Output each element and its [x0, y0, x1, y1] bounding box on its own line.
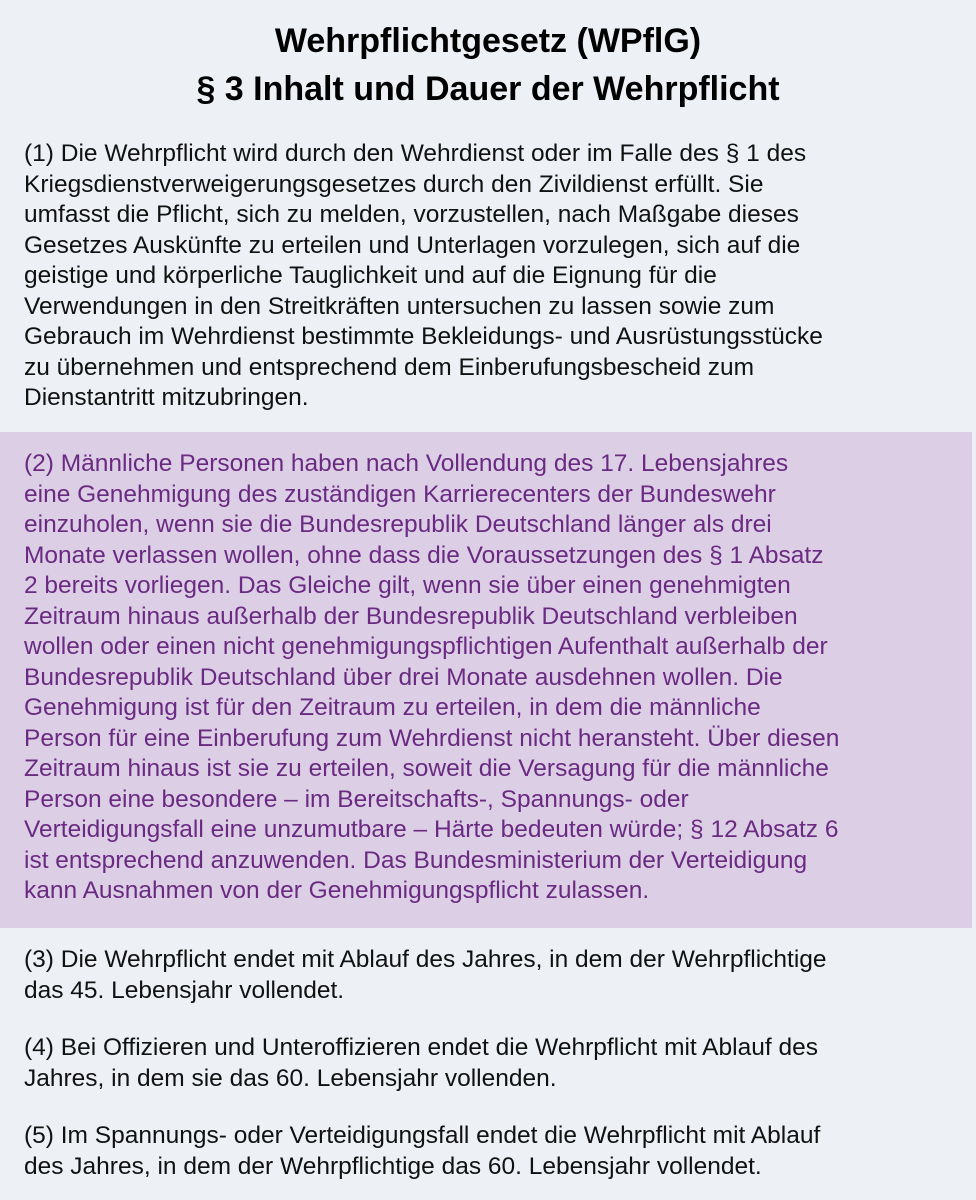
- paragraph-3: [0, 945, 976, 1006]
- paragraph-line: wollen oder einen nicht genehmigungspflichtigen Aufenthalt außerhalb der: [24, 633, 828, 660]
- paragraph-line: kann Ausnahmen von der Genehmigungspflicht zulassen.: [24, 877, 650, 904]
- paragraph-line: (3) Die Wehrpflicht endet mit Ablauf des Jahres, in dem der Wehrpflichtige: [24, 946, 827, 973]
- paragraph-line: (5) Im Spannungs- oder Verteidigungsfall endet die Wehrpflicht mit Ablauf: [24, 1122, 821, 1149]
- paragraph-line: Monate verlassen wollen, ohne dass die Voraussetzungen des § 1 Absatz: [24, 541, 824, 569]
- paragraph-line: (2) Männliche Personen haben nach Vollendung des 17. Lebensjahres: [24, 450, 789, 477]
- paragraph-line: Verteidigungsfall eine unzumutbare – Härte bedeuten würde; § 12 Absatz 6: [24, 816, 839, 843]
- paragraph-line: Dienstantritt mitzubringen.: [24, 384, 309, 411]
- paragraph-line: das 45. Lebensjahr vollendet.: [24, 976, 345, 1004]
- paragraph-line: geistige und körperliche Tauglichkeit und auf die Eignung für die: [24, 262, 717, 289]
- title-section-heading: § 3 Inhalt und Dauer der Wehrpflicht: [196, 70, 780, 108]
- paragraph-2-highlighted: [0, 449, 976, 907]
- paragraph-line: (4) Bei Offizieren und Unteroffizieren endet die Wehrpflicht mit Ablauf des: [24, 1034, 818, 1061]
- paragraph-line: Person eine besondere – im Bereitschafts-, Spannungs- oder: [24, 785, 689, 813]
- paragraph-line: Zeitraum hinaus außerhalb der Bundesrepublik Deutschland verbleiben: [24, 602, 798, 630]
- paragraph-line: umfasst die Pflicht, sich zu melden, vorzustellen, nach Maßgabe dieses: [24, 201, 799, 228]
- paragraph-line: ist entsprechend anzuwenden. Das Bundesministerium der Verteidigung: [24, 846, 808, 874]
- paragraph-line: Genehmigung ist für den Zeitraum zu erteilen, in dem die männliche: [24, 694, 761, 721]
- paragraph-line: Jahres, in dem sie das 60. Lebensjahr vollenden.: [24, 1064, 557, 1092]
- paragraph-line: eine Genehmigung des zuständigen Karrierecenters der Bundeswehr: [24, 480, 776, 508]
- paragraph-line: (1) Die Wehrpflicht wird durch den Wehrdienst oder im Falle des § 1 des: [24, 140, 807, 167]
- paragraph-4: [0, 1033, 976, 1094]
- paragraph-line: zu übernehmen und entsprechend dem Einberufungsbescheid zum: [24, 353, 755, 381]
- paragraph-5: [0, 1121, 976, 1182]
- paragraph-line: Gebrauch im Wehrdienst bestimmte Bekleidungs- und Ausrüstungsstücke: [24, 323, 823, 350]
- paragraph-line: 2 bereits vorliegen. Das Gleiche gilt, wenn sie über einen genehmigten: [24, 572, 791, 599]
- paragraph-line: des Jahres, in dem der Wehrpflichtige das 60. Lebensjahr vollendet.: [24, 1152, 762, 1180]
- paragraph-1: [0, 139, 976, 414]
- paragraph-line: einzuholen, wenn sie die Bundesrepublik Deutschland länger als drei: [24, 511, 772, 538]
- document-title: [0, 0, 976, 113]
- paragraph-line: Kriegsdienstverweigerungsgesetzes durch den Zivildienst erfüllt. Sie: [24, 170, 764, 198]
- paragraph-line: Zeitraum hinaus ist sie zu erteilen, soweit die Versagung für die männliche: [24, 755, 829, 782]
- paragraph-line: Gesetzes Auskünfte zu erteilen und Unterlagen vorzulegen, sich auf die: [24, 231, 801, 259]
- paragraph-line: Person für eine Einberufung zum Wehrdienst nicht heransteht. Über diesen: [24, 724, 840, 752]
- paragraph-line: Bundesrepublik Deutschland über drei Monate ausdehnen wollen. Die: [24, 663, 783, 691]
- paragraph-line: Verwendungen in den Streitkräften untersuchen zu lassen sowie zum: [24, 292, 775, 320]
- title-law-name: Wehrpflichtgesetz (WPflG): [274, 22, 702, 60]
